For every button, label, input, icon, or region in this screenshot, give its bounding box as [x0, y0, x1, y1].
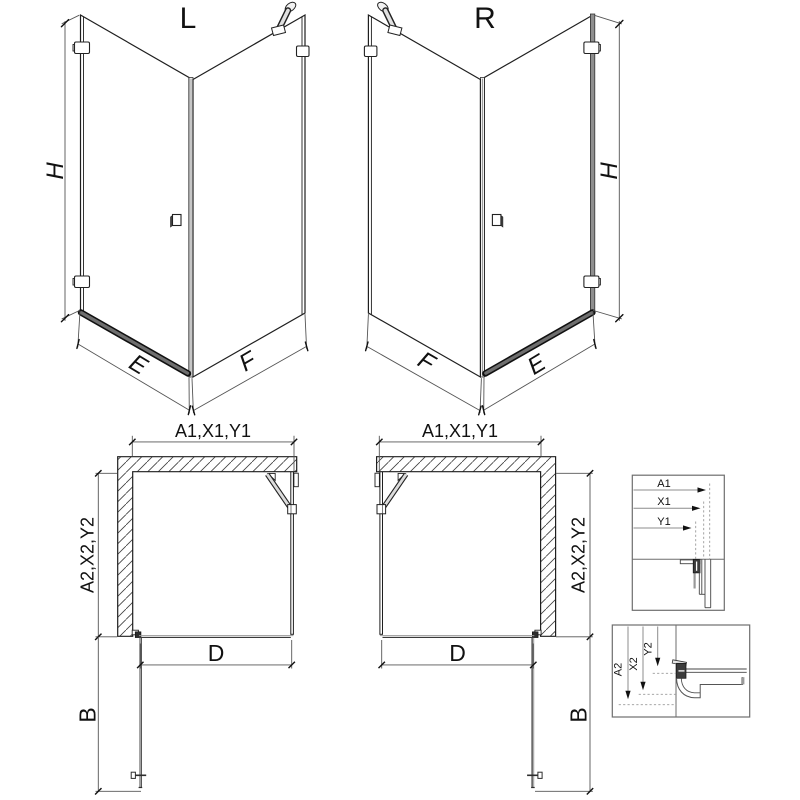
- perspective-right-view: [364, 0, 623, 414]
- fixed-glass-plan: [290, 472, 294, 635]
- door-swing-label: B: [565, 707, 592, 723]
- door-pivot: [532, 632, 538, 638]
- detail-floor-profile: [612, 625, 749, 717]
- door-edge-profile: [590, 14, 594, 312]
- detail-dim-a2: A2: [612, 662, 625, 677]
- wall-hatch: [377, 457, 556, 637]
- detail-wall-profile: [632, 475, 724, 610]
- support-bar-plan: [267, 473, 296, 513]
- hinge-icon: [73, 42, 90, 54]
- variant-label-right: R: [474, 2, 496, 35]
- width-dim-label: A1,X1,Y1: [421, 421, 499, 441]
- fixed-panel: [193, 15, 305, 377]
- opening-dim-label: D: [449, 640, 466, 666]
- width-dim-label: A1,X1,Y1: [174, 421, 252, 441]
- detail-dim-a1: A1: [657, 477, 671, 490]
- hinge-icon: [584, 42, 601, 54]
- wall-profile-strip: [294, 473, 298, 487]
- detail-dim-x2: X2: [628, 657, 640, 671]
- height-dim-label: H: [596, 162, 623, 180]
- wall-bracket-icon: [297, 46, 310, 57]
- detail-dim-y1: Y1: [657, 515, 671, 528]
- open-door-plan: [131, 638, 146, 788]
- hinge-icon: [73, 276, 90, 288]
- door-swing-label: B: [74, 707, 101, 723]
- depth-dim-label: A2,X2,Y2: [568, 516, 589, 594]
- panel-width-label: F: [413, 346, 440, 378]
- door-knob-icon: [171, 215, 182, 228]
- door-width-label: E: [124, 349, 153, 381]
- door-width-label: E: [522, 349, 551, 381]
- detail-dim-x1: X1: [657, 496, 671, 509]
- wall-hatch: [118, 457, 297, 637]
- panel-width-label: F: [234, 346, 261, 378]
- dimension-depth-left: [95, 470, 117, 640]
- opening-dim-label: D: [207, 640, 225, 666]
- depth-dim-label: A2,X2,Y2: [77, 516, 98, 594]
- perspective-left-view: [42, 0, 309, 414]
- door-pivot: [135, 632, 141, 638]
- wall-profile-strip: [375, 473, 379, 487]
- dimension-door-swing-left: [95, 637, 141, 795]
- wall-bracket-icon: [364, 46, 377, 57]
- variant-label-left: L: [179, 2, 197, 35]
- door-knob-icon: [492, 215, 503, 228]
- fixed-panel: [368, 15, 480, 377]
- fixed-glass-plan: [379, 472, 383, 635]
- support-bar-plan: [377, 473, 406, 513]
- detail-dim-y2: Y2: [642, 642, 655, 656]
- hinge-icon: [584, 276, 601, 288]
- plan-view-left: [75, 421, 299, 795]
- plan-view-right: [375, 421, 593, 795]
- open-door-plan: [527, 638, 542, 788]
- height-dim-label: H: [42, 162, 69, 180]
